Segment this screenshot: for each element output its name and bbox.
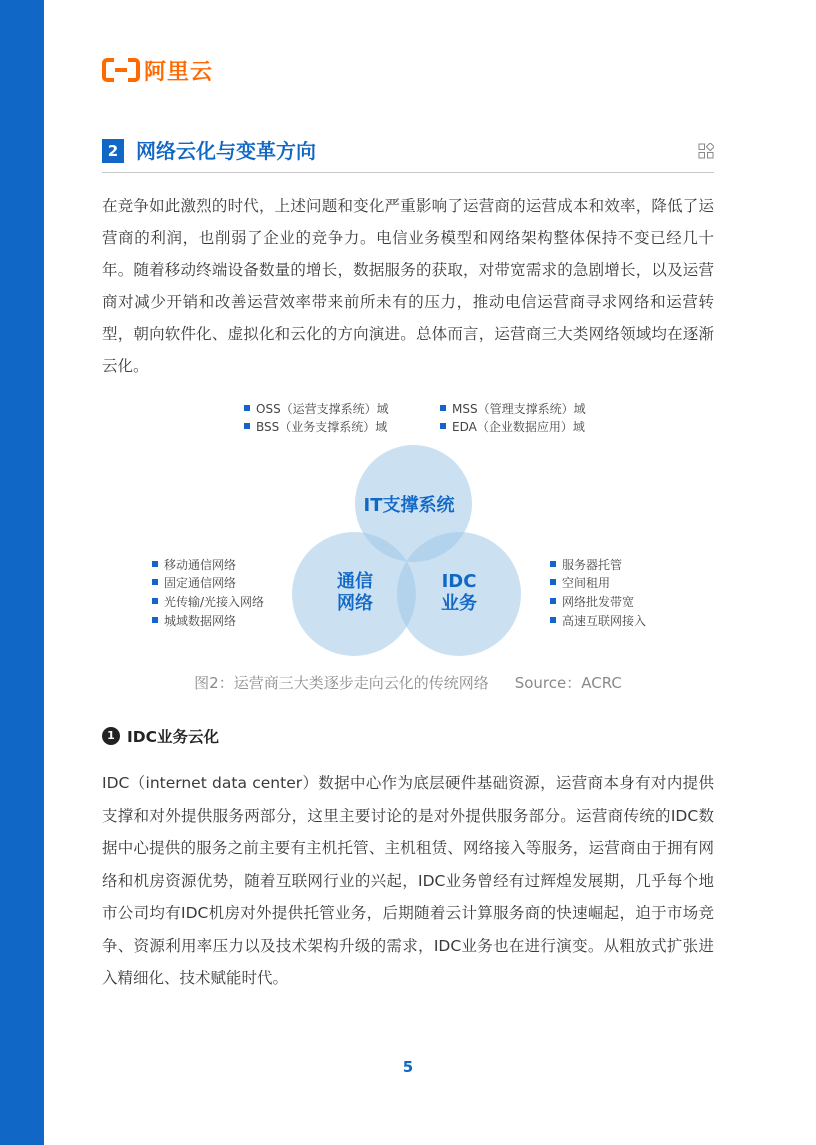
logo-text: 阿里云 (144, 59, 214, 85)
subsection-number: 1 (102, 727, 120, 745)
circle-label-idc-1: IDC (441, 571, 477, 592)
legend-item: BSS（业务支撑系统）域 (244, 419, 387, 435)
page-number: 5 (402, 1058, 414, 1076)
intro-paragraph: 在竞争如此激烈的时代，上述问题和变化严重影响了运营商的运营成本和效率，降低了运营商的利润，也削弱了企业的竞争力。电信业务模型和网络架构整体保持不变已经几十年。随着移动终端设备数量的增长，数据服务的获取，对带宽需求的急剧增长，以及运营商对减少开销和改善运营效率带来前所未有的压力，推动电信运营商寻求网络和运营转型，朝向软件化、虚拟化和云化的方向演进。总体而言，运营商三大类网络领域均在逐渐云化。 (102, 197, 714, 375)
section-title: 网络云化与变革方向 (136, 139, 316, 163)
figure-caption (0, 672, 816, 693)
section-number: 2 (102, 139, 124, 163)
caption-text: 图2：运营商三大类逐步走向云化的传统网络 (194, 674, 489, 692)
legend-item: 服务器托管 (550, 557, 622, 573)
legend-item: 移动通信网络 (152, 557, 236, 573)
section-header (102, 137, 714, 173)
legend-item: 城域数据网络 (152, 613, 236, 629)
legend-item: 固定通信网络 (152, 575, 236, 591)
subsection-header (102, 724, 219, 748)
legend-item: 高速互联网接入 (550, 613, 646, 629)
legend-item: MSS（管理支撑系统）域 (440, 401, 586, 417)
aliyun-logo-icon (102, 58, 140, 82)
circle-label-it: IT支撑系统 (363, 495, 455, 516)
legend-item: 网络批发带宽 (550, 594, 634, 610)
caption-source: Source：ACRC (514, 674, 622, 692)
idc-paragraph: IDC（internet data center）数据中心作为底层硬件基础资源，运营商本身有对内提供支撑和对外提供服务两部分，这里主要讨论的是对外提供服务部分。运营商传统的IDC数据中心提供的服务之前主要有主机托管、主机租赁、网络接入等服务，运营商由于拥有网络和机房资源优势，随着互联网行业的兴起，IDC业务曾经有过辉煌发展期，几乎每个地市公司均有IDC机房对外提供托管业务，后期随着云计算服务商的快速崛起，迫于市场竞争、资源利用率压力以及技术架构升级的需求，IDC业务也在进行演变。从粗放式扩张进入精细化、技术赋能时代。 (102, 774, 714, 987)
legend-item: 光传输/光接入网络 (152, 594, 264, 610)
grid-layout-icon (698, 143, 714, 159)
legend-item: EDA（企业数据应用）域 (440, 419, 585, 435)
circle-label-network-2: 网络 (337, 593, 373, 614)
brand-logo (102, 56, 213, 84)
subsection-title: IDC业务云化 (127, 728, 220, 746)
venn-figure (0, 395, 816, 705)
legend-item: OSS（运营支撑系统）域 (244, 401, 389, 417)
legend-item: 空间租用 (550, 575, 610, 591)
circle-label-idc-2: 业务 (441, 593, 477, 614)
circle-label-network-1: 通信 (337, 571, 373, 592)
